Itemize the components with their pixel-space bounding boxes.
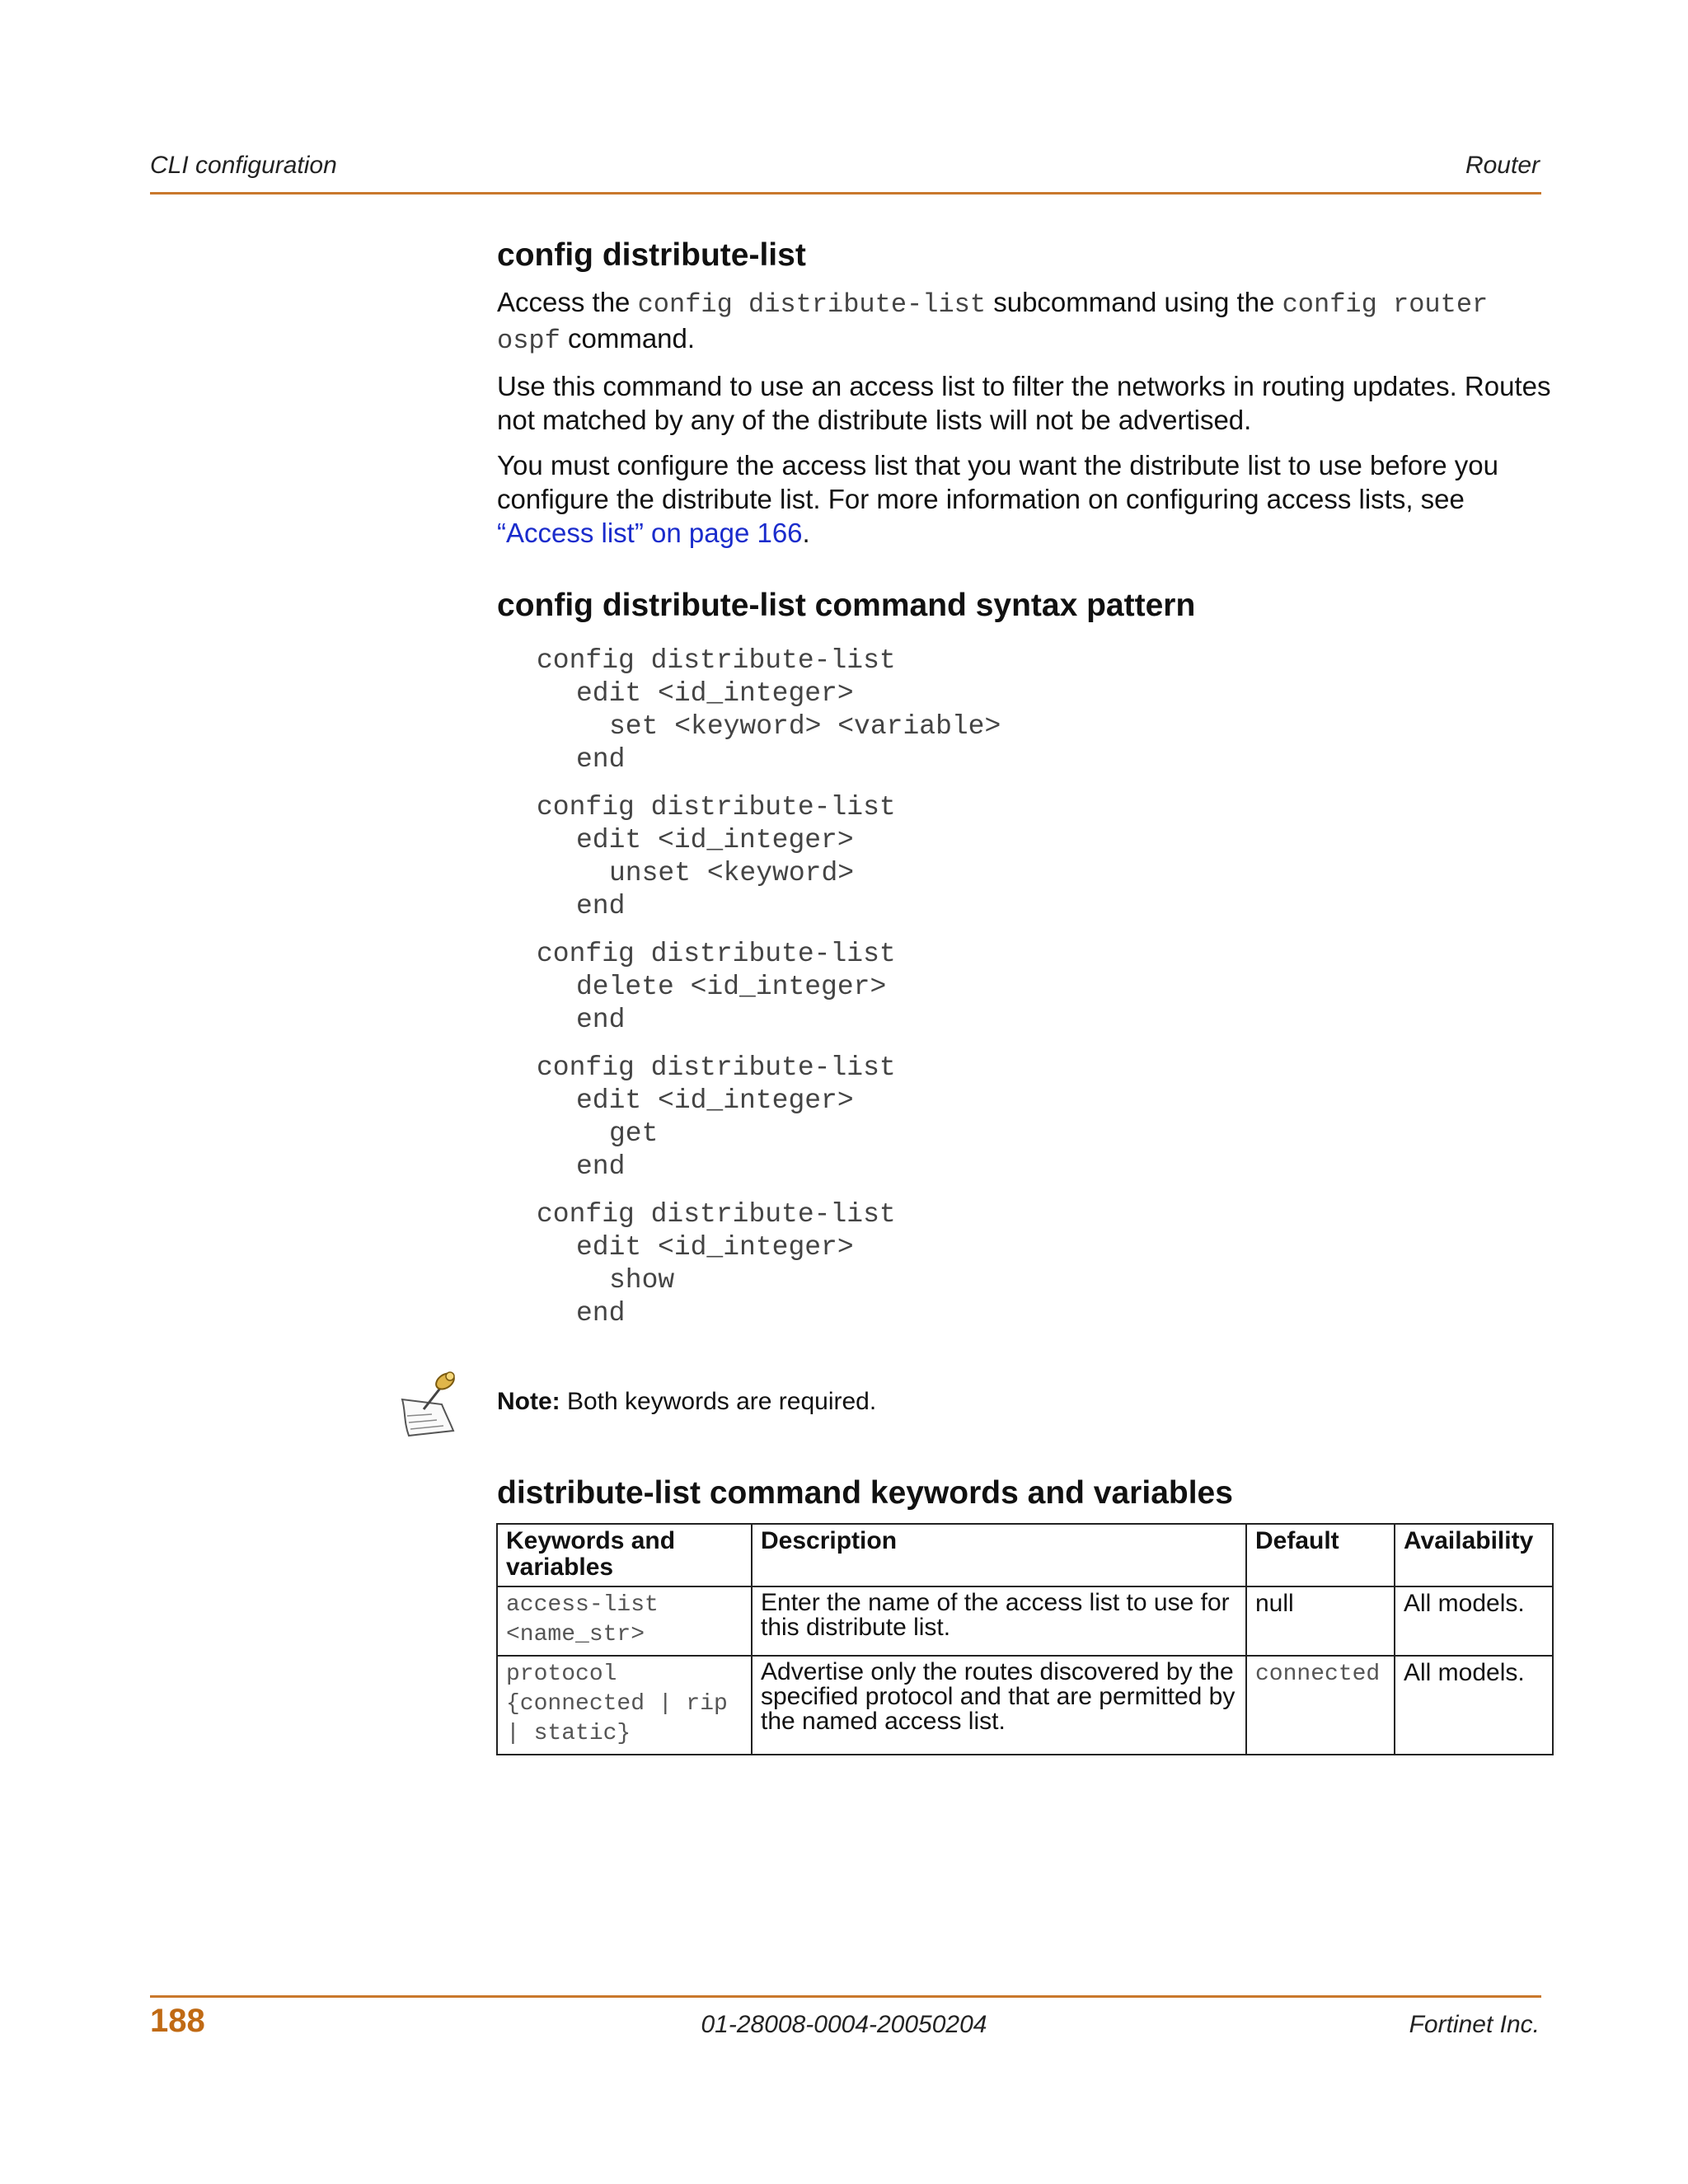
- code-line: get: [609, 1118, 659, 1149]
- keyword-line: protocol: [506, 1661, 617, 1687]
- text-run: subcommand using the: [986, 287, 1282, 317]
- code-line: unset <keyword>: [609, 858, 855, 888]
- running-header-right: Router: [1465, 152, 1540, 179]
- keyword-line: | static}: [506, 1721, 631, 1746]
- code-line: end: [576, 1298, 626, 1329]
- section-keywords: [497, 1475, 1552, 1511]
- table-header-row: [497, 1524, 1553, 1586]
- text-run: .: [802, 518, 810, 548]
- default-cell: connected: [1246, 1656, 1395, 1755]
- code-line: config distribute-list: [537, 645, 896, 676]
- text-run: Both keywords are required.: [560, 1388, 877, 1415]
- page-number: 188: [150, 2003, 205, 2039]
- availability-cell: All models.: [1395, 1586, 1553, 1656]
- keyword-line: access-list: [506, 1592, 659, 1618]
- paragraph-access: [497, 285, 1552, 358]
- code-block: [537, 644, 1001, 776]
- keyword-line: {connected | rip: [506, 1691, 728, 1717]
- code-line: edit <id_integer>: [576, 825, 854, 855]
- code-line: end: [576, 891, 626, 921]
- code-line: edit <id_integer>: [576, 1085, 854, 1116]
- document-number: 01-28008-0004-20050204: [701, 2011, 987, 2038]
- code-inline: config router: [1282, 289, 1489, 320]
- code-line: edit <id_integer>: [576, 1232, 854, 1263]
- code-line: set <keyword> <variable>: [609, 711, 1001, 742]
- code-block: [537, 791, 896, 923]
- description-cell: Advertise only the routes discovered by the specified protocol and that are permitted by the named access list.: [752, 1656, 1246, 1755]
- code-block: [537, 938, 896, 1037]
- header-rule: [150, 192, 1541, 194]
- note-pushpin-icon: [396, 1368, 468, 1442]
- keyword-line: <name_str>: [506, 1622, 645, 1647]
- running-header-left: CLI configuration: [150, 152, 337, 179]
- code-inline: ospf: [497, 326, 560, 356]
- section-syntax: [497, 588, 1552, 624]
- column-header: Description: [752, 1524, 1246, 1586]
- column-header: Default: [1246, 1524, 1395, 1586]
- code-line: config distribute-list: [537, 1052, 896, 1083]
- description-cell: Enter the name of the access list to use for this distribute list.: [752, 1586, 1246, 1656]
- text-run: Access the: [497, 287, 638, 317]
- text-run: command.: [560, 323, 696, 354]
- section-heading: config distribute-list: [497, 237, 806, 273]
- column-header: Keywords and variables: [497, 1524, 752, 1586]
- column-header: Availability: [1395, 1524, 1553, 1586]
- text-run: You must configure the access list that you want the distribute list to use before you configure the distribute list. For more information on configuring access lists, see: [497, 450, 1498, 514]
- code-line: show: [609, 1265, 675, 1296]
- code-line: edit <id_integer>: [576, 678, 854, 709]
- code-line: config distribute-list: [537, 792, 896, 823]
- code-line: delete <id_integer>: [576, 972, 887, 1002]
- table-row: [497, 1656, 1553, 1755]
- code-inline: config distribute-list: [637, 289, 987, 320]
- paragraph-usage: Use this command to use an access list to filter the networks in routing updates. Routes not matched by any of the distribute lists will not be advertised.: [497, 371, 1551, 435]
- code-block: [537, 1198, 896, 1330]
- note-text: [497, 1388, 876, 1416]
- code-line: config distribute-list: [537, 939, 896, 969]
- company-name: Fortinet Inc.: [1409, 2011, 1540, 2038]
- code-line: end: [576, 1005, 626, 1035]
- code-line: config distribute-list: [537, 1199, 896, 1230]
- paragraph-prereq: [497, 448, 1552, 550]
- table-row: [497, 1586, 1553, 1656]
- default-cell: null: [1246, 1586, 1395, 1656]
- section-intro: [497, 237, 1552, 550]
- code-line: end: [576, 1151, 626, 1182]
- keywords-table: [496, 1523, 1554, 1755]
- keyword-cell: [497, 1586, 752, 1656]
- section-heading: config distribute-list command syntax pattern: [497, 588, 1196, 623]
- code-line: end: [576, 744, 626, 775]
- keyword-cell: [497, 1656, 752, 1755]
- code-block: [537, 1052, 896, 1183]
- availability-cell: All models.: [1395, 1656, 1553, 1755]
- note-label: Note:: [497, 1388, 560, 1415]
- footer-rule: [150, 1995, 1541, 1998]
- cross-reference-link[interactable]: “Access list” on page 166: [497, 518, 803, 548]
- section-heading: distribute-list command keywords and variables: [497, 1475, 1233, 1511]
